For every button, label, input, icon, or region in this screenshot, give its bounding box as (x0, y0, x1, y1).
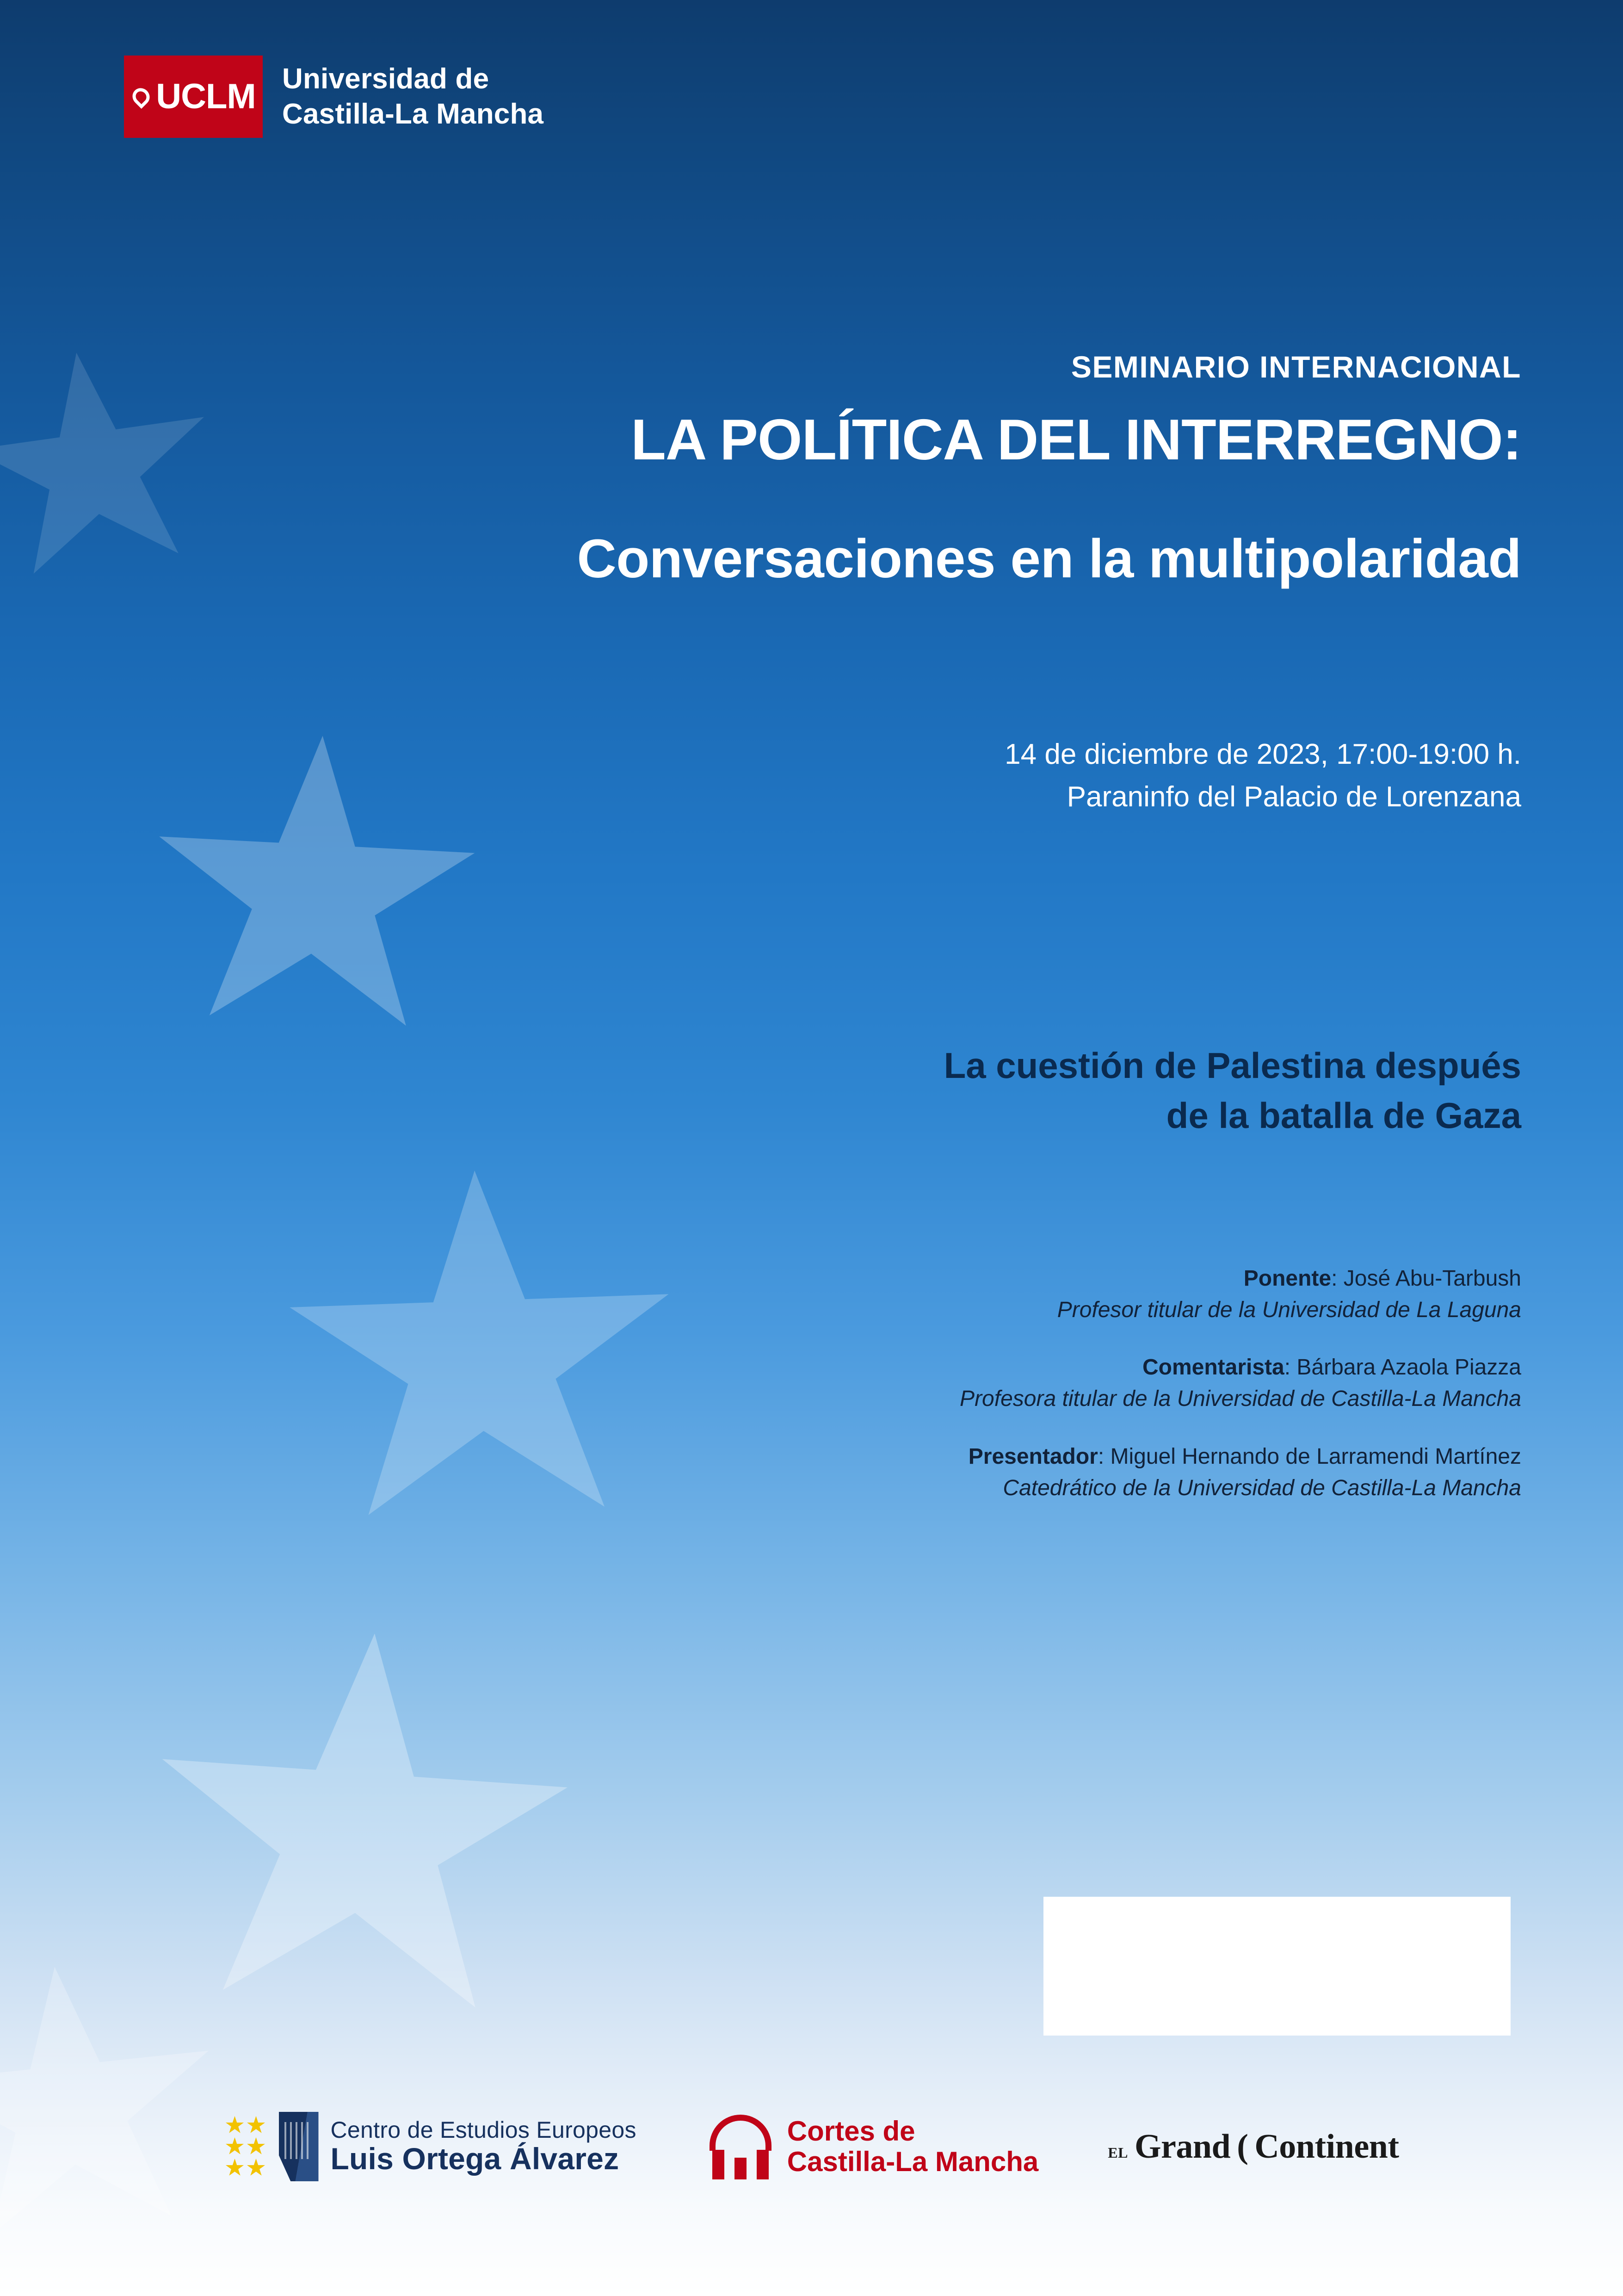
cee-logo (224, 2112, 636, 2181)
eu-stars-icon (224, 2115, 267, 2178)
participant-affiliation: Profesora titular de la Universidad de Castilla-La Mancha (960, 1386, 1521, 1411)
cee-logo-line1: Centro de Estudios Europeos (330, 2117, 636, 2143)
participant-role: Presentador (968, 1444, 1098, 1469)
footer-logos (0, 2054, 1623, 2239)
participant-entry (960, 1352, 1521, 1415)
star-shape (280, 1164, 681, 1547)
grand-continent-word1: Grand (1134, 2127, 1231, 2166)
participant-name-line (960, 1263, 1521, 1294)
cee-logo-line2: Luis Ortega Álvarez (330, 2141, 619, 2176)
participant-separator: : (1331, 1266, 1344, 1291)
grand-continent-word2: Continent (1254, 2127, 1399, 2166)
participant-affiliation: Profesor titular de la Universidad de La Laguna (1057, 1298, 1521, 1323)
participant-entry (960, 1441, 1521, 1504)
star-shape (145, 727, 484, 1054)
cortes-building-icon (706, 2112, 775, 2181)
star-shape (0, 336, 228, 599)
event-venue: Paraninfo del Palacio de Lorenzana (1067, 780, 1521, 813)
cortes-logo-text (787, 2116, 1039, 2177)
page-title-line1: LA POLÍTICA DEL INTERREGNO: (631, 408, 1521, 472)
uclm-logo-acronym: UCLM (156, 77, 256, 116)
cortes-logo-line2: Castilla-La Mancha (787, 2146, 1039, 2177)
participant-separator: : (1098, 1444, 1111, 1469)
star-shape (139, 1619, 582, 2045)
participant-name-line (960, 1441, 1521, 1473)
event-kicker: SEMINARIO INTERNACIONAL (1071, 350, 1521, 384)
participant-name-line (960, 1352, 1521, 1383)
grand-continent-prefix: EL (1108, 2144, 1128, 2161)
university-name-line2: Castilla-La Mancha (282, 98, 544, 130)
grand-continent-logo (1108, 2127, 1399, 2166)
session-title-line1: La cuestión de Palestina después (944, 1045, 1521, 1086)
grand-continent-separator: ( (1237, 2127, 1248, 2166)
participant-role: Comentarista (1142, 1355, 1284, 1380)
session-title-line2: de la batalla de Gaza (1166, 1095, 1521, 1136)
participant-name: Miguel Hernando de Larramendi Martínez (1110, 1444, 1521, 1469)
cortes-logo-line1: Cortes de (787, 2116, 915, 2147)
university-name-line1: Universidad de (282, 63, 489, 95)
page-title-line2: Conversaciones en la multipolaridad (577, 528, 1521, 589)
participant-role: Ponente (1243, 1266, 1332, 1291)
participant-name: José Abu-Tarbush (1343, 1266, 1521, 1291)
participant-affiliation: Catedrático de la Universidad de Castilla-La Mancha (1003, 1475, 1521, 1500)
participants-list (960, 1263, 1521, 1504)
event-details (1005, 733, 1521, 818)
university-name (282, 62, 543, 131)
participant-entry (960, 1263, 1521, 1326)
uclm-emblem-icon (131, 85, 151, 108)
cee-logo-text (331, 2117, 636, 2175)
session-title (944, 1041, 1521, 1140)
uclm-logo (124, 56, 543, 138)
cortes-logo (706, 2112, 1039, 2181)
event-datetime: 14 de diciembre de 2023, 17:00-19:00 h. (1005, 738, 1521, 770)
participant-name: Bárbara Azaola Piazza (1296, 1355, 1521, 1380)
cee-flag-icon (279, 2112, 319, 2181)
participant-separator: : (1284, 1355, 1297, 1380)
blank-area (1043, 1897, 1511, 2036)
uclm-logo-mark (124, 56, 263, 138)
